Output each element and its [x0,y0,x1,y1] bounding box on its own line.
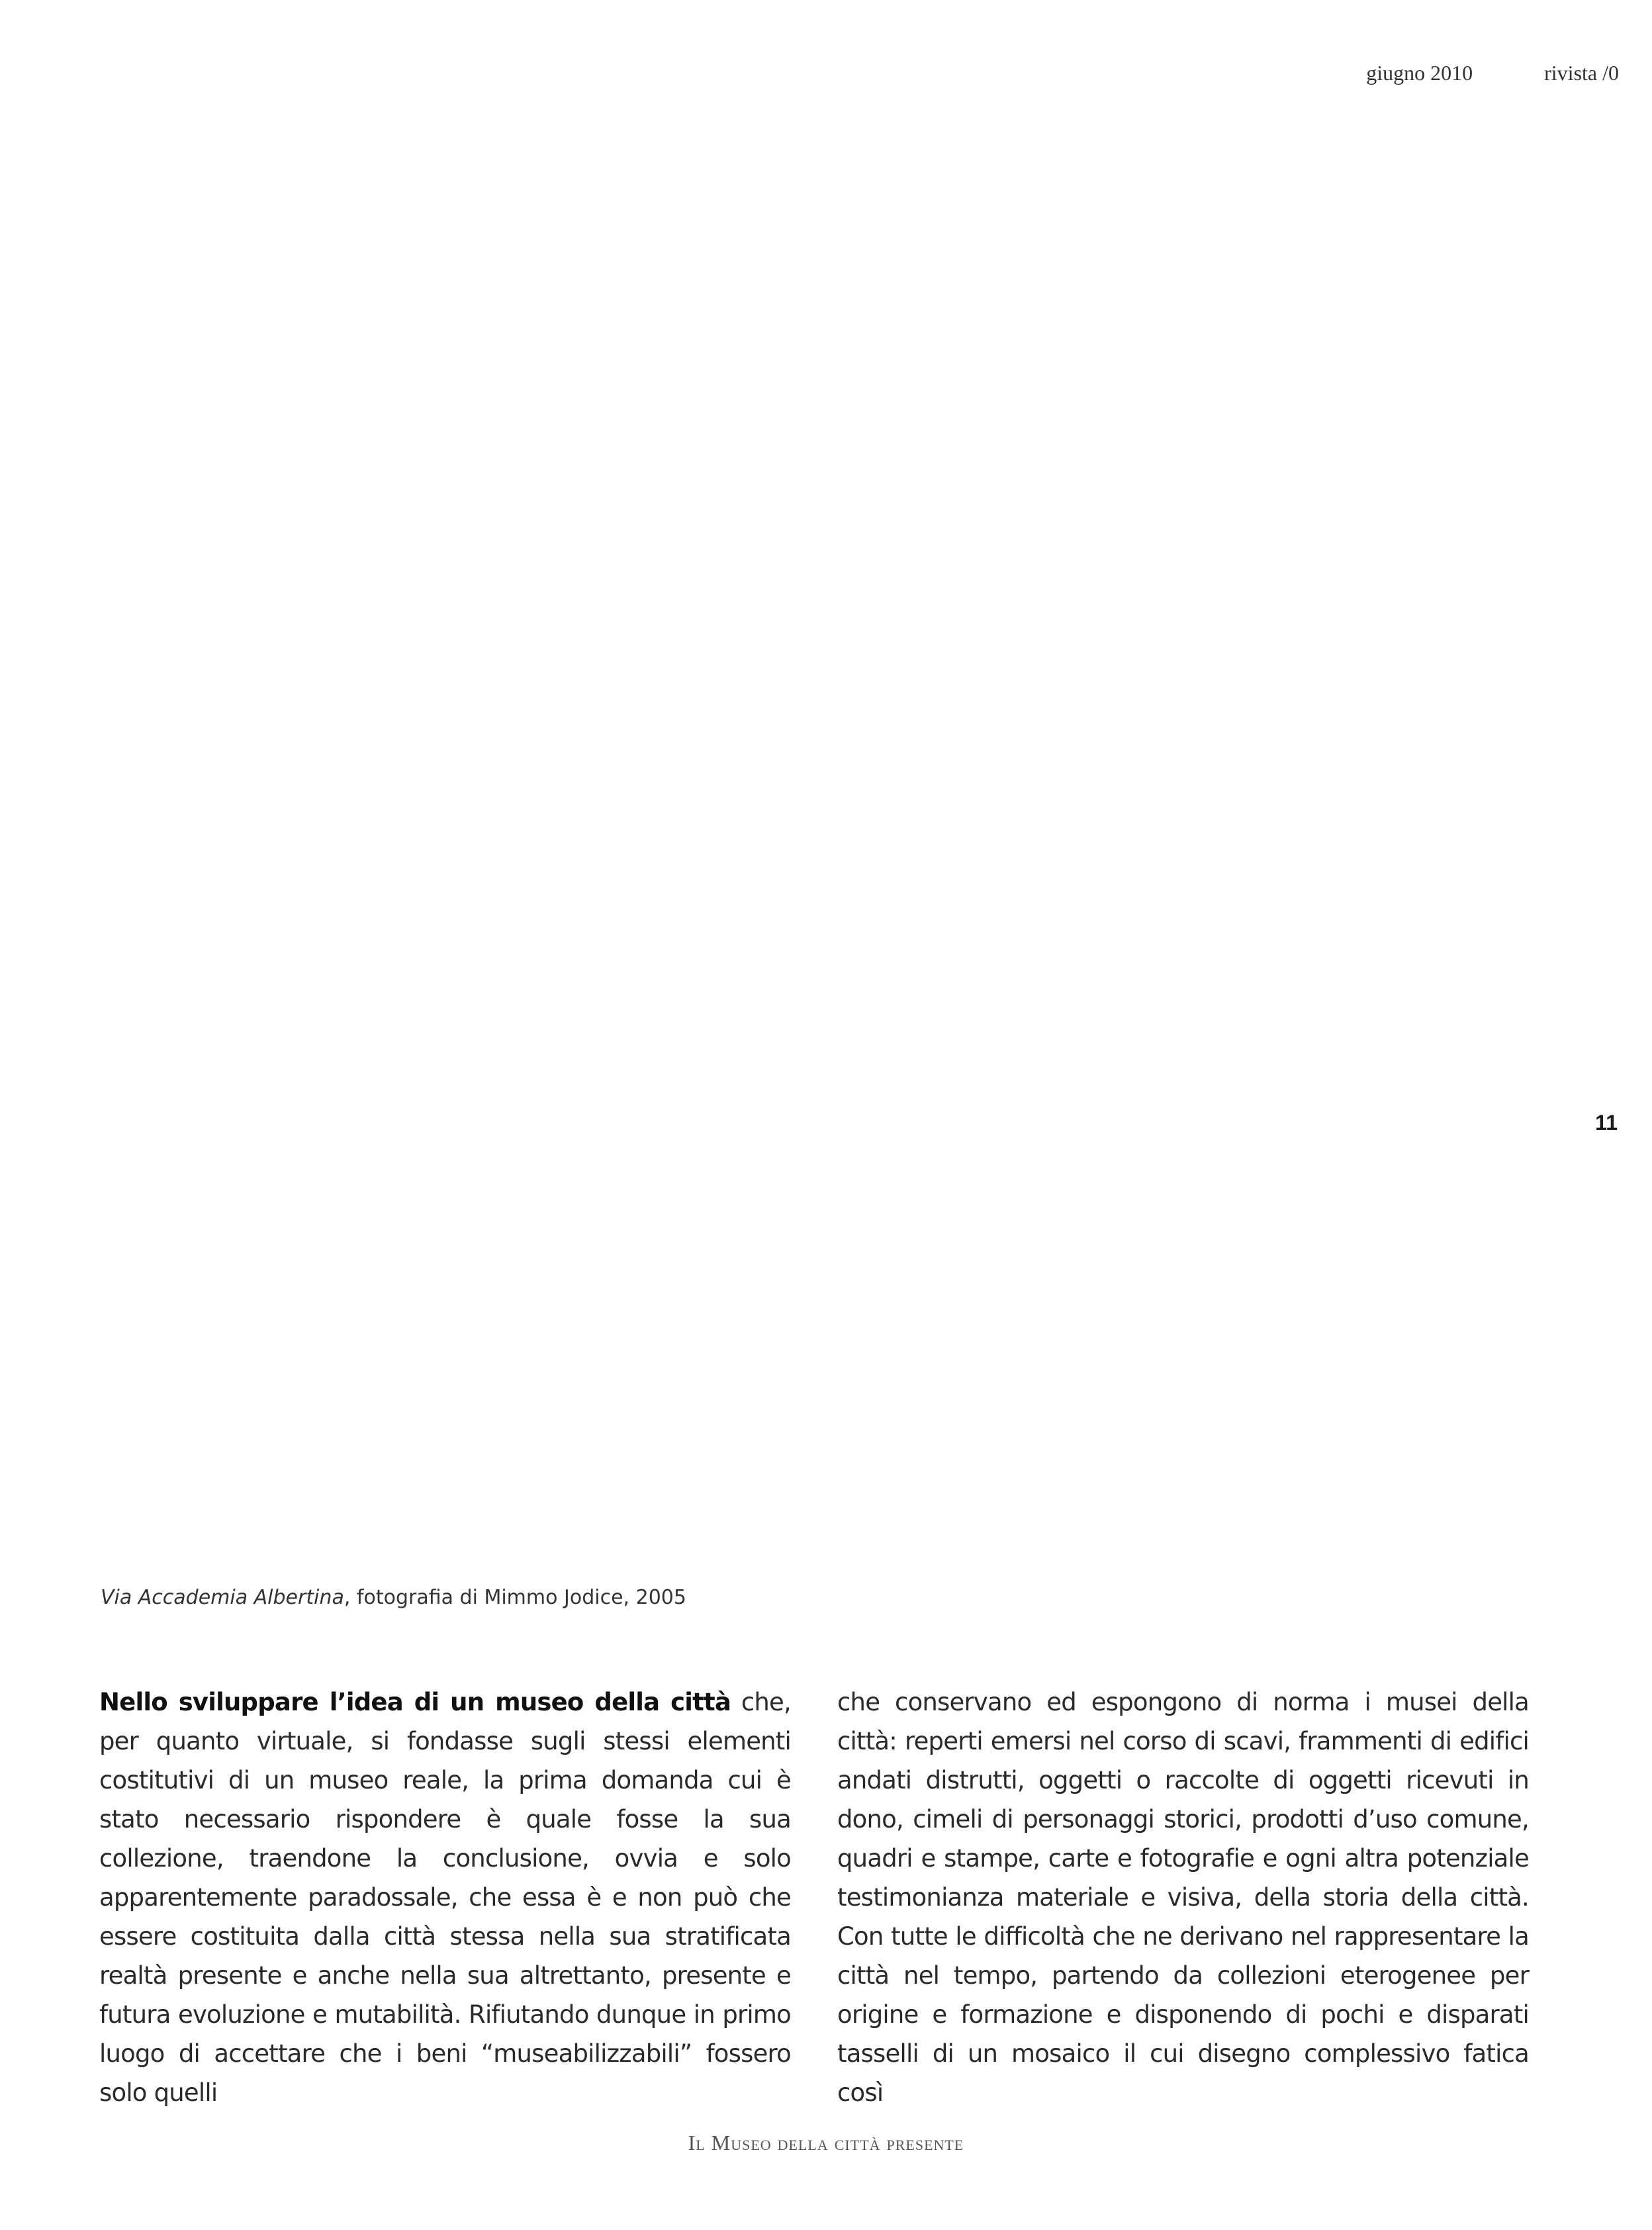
photo-caption [101,1586,686,1609]
body-column-left [99,1683,791,2112]
body-text-right: che conservano ed espongono di norma i musei della città: reperti emersi nel corso di scavi, frammenti di edifici andati distrutti, oggetti o raccolte di oggetti ricevuti in dono, cimeli di personaggi storici, prodotti d’uso comune, quadri e stampe, carte e fotografie e ogni altra potenziale testimonianza materiale e visiva, della storia della città. Con tutte le difficoltà che ne derivano nel rappresentare la città nel tempo, partendo da collezioni eterogenee per origine e formazione e disponendo di pochi e disparati tasselli di un mosaico il cui disegno complessivo fatica così [837,1688,1529,2107]
page-number: 11 [1595,1111,1618,1135]
body-column-right [837,1683,1529,2112]
page-header [1366,61,1619,85]
body-text-left: che, per quanto virtuale, si fondasse sugli stessi elementi costitutivi di un museo reale, la prima domanda cui è stato necessario rispondere è quale fosse la sua collezione, traendone la conclusione, ovvia e solo apparentemente paradossale, che essa è e non può che essere costituita dalla città stessa nella sua stratificata realtà presente e anche nella sua altrettanto, presente e futura evoluzione e mutabilità. Rifiutando dunque in primo luogo di accettare che i beni “museabilizzabili” fossero solo quelli [99,1688,791,2107]
lead-in-text: Nello sviluppare l’idea di un museo della città [99,1688,731,1716]
caption-credit: , fotografia di Mimmo Jodice, 2005 [344,1586,686,1609]
running-footer: Il Museo della città presente [688,2131,964,2155]
issue-date: giugno 2010 [1366,61,1473,85]
caption-title: Via Accademia Albertina [101,1586,344,1609]
issue-number: rivista /0 [1544,61,1619,85]
